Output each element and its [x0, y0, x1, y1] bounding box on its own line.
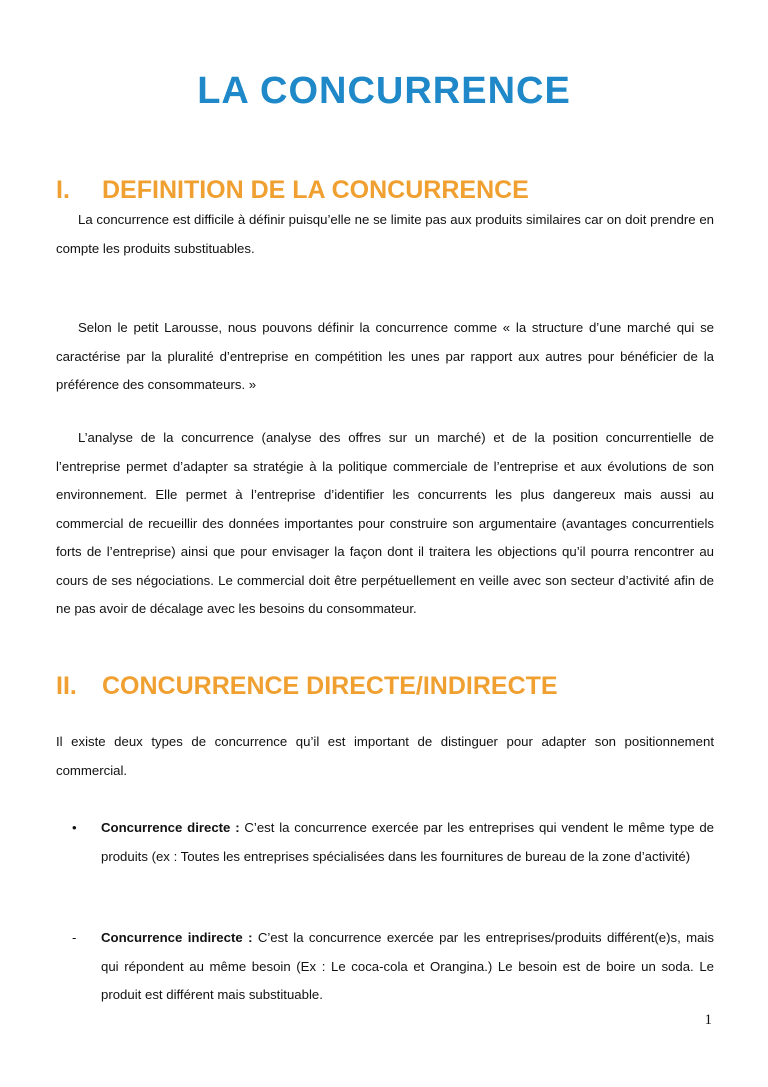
paragraph: L’analyse de la concurrence (analyse des offres sur un marché) et de la position concurrentielle de l’entreprise permet d’adapter sa stratégie à la politique commerciale de l’entreprise et aux évolutions de son environnement. Elle permet à l’entreprise d’identifier les concurrents les plus dangereux mais aussi au commercial de recueillir des données importantes pour construire son argumentaire (avantages concurrentiels forts de l’entreprise) ainsi que pour envisager la façon dont il traitera les objections qu’il pourra rencontrer au cours de ses négociations. Le commercial doit être perpétuellement en veille avec son secteur d’activité afin de ne pas avoir de décalage avec les besoins du consommateur.	[56, 430, 714, 616]
section-heading-direct-indirect	[56, 672, 558, 701]
list-item-text: C’est la concurrence exercée par les entreprises qui vendent le même type de produits (ex : Toutes les entreprises spécialisées dans les fournitures de bureau de la zone d’activité)	[101, 820, 714, 864]
paragraph: Il existe deux types de concurrence qu’il est important de distinguer pour adapter son positionnement commercial.	[56, 734, 714, 778]
section-heading-text: DEFINITION DE LA CONCURRENCE	[102, 176, 529, 204]
list-item	[56, 814, 714, 871]
section-number: II.	[56, 672, 77, 700]
list-item-term: Concurrence directe :	[101, 820, 240, 835]
list-item-term: Concurrence indirecte :	[101, 930, 253, 945]
paragraph: La concurrence est difficile à définir puisqu’elle ne se limite pas aux produits similaires car on doit prendre en compte les produits substituables.	[56, 212, 714, 256]
section-number: I.	[56, 176, 70, 204]
section-heading-text: CONCURRENCE DIRECTE/INDIRECTE	[102, 672, 558, 700]
document-title: LA CONCURRENCE	[197, 70, 571, 112]
list-item	[56, 924, 714, 1010]
section-heading-definition	[56, 176, 529, 205]
paragraph: Selon le petit Larousse, nous pouvons définir la concurrence comme « la structure d’une marché qui se caractérise par la pluralité d’entreprise en compétition les unes par rapport aux autres pour bénéficier de la préférence des consommateurs. »	[56, 320, 714, 392]
dash-icon: -	[72, 930, 77, 945]
page-number: 1	[704, 1012, 712, 1028]
list-item-text: C’est la concurrence exercée par les entreprises/produits différent(e)s, mais qui répondent au même besoin (Ex : Le coca-cola et Orangina.) Le besoin est de boire un soda. Le produit est différent mais substituable.	[101, 930, 715, 1002]
bullet-icon: •	[72, 820, 77, 835]
